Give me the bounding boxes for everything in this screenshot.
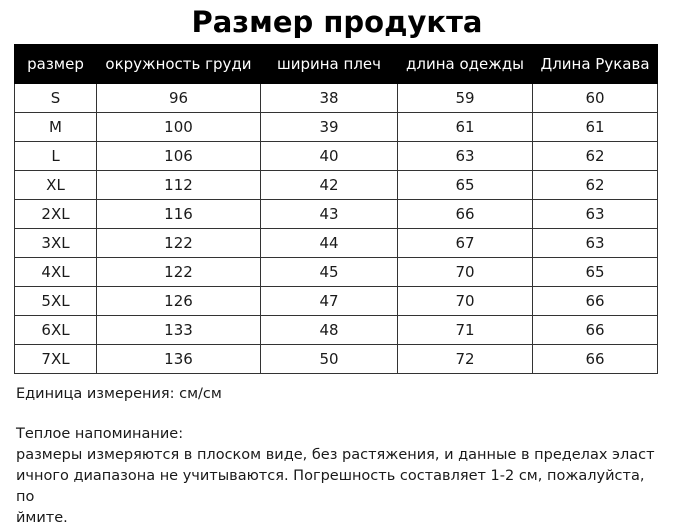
cell-chest: 122 [97, 258, 261, 287]
cell-size: S [15, 84, 97, 113]
table-row [15, 84, 658, 113]
cell-size: 6XL [15, 316, 97, 345]
cell-size: XL [15, 171, 97, 200]
table-row [15, 171, 658, 200]
cell-length: 61 [398, 113, 533, 142]
column-header-sleeve: Длина Рукава [533, 45, 658, 84]
cell-sleeve: 63 [533, 229, 658, 258]
reminder-title: Теплое напоминание: [16, 426, 184, 442]
cell-shoulder: 40 [261, 142, 398, 171]
table-row [15, 113, 658, 142]
column-header-length: длина одежды [398, 45, 533, 84]
cell-shoulder: 50 [261, 345, 398, 374]
cell-sleeve: 65 [533, 258, 658, 287]
cell-chest: 122 [97, 229, 261, 258]
cell-length: 71 [398, 316, 533, 345]
cell-shoulder: 48 [261, 316, 398, 345]
column-header-shoulder: ширина плеч [261, 45, 398, 84]
cell-chest: 116 [97, 200, 261, 229]
cell-chest: 126 [97, 287, 261, 316]
cell-sleeve: 60 [533, 84, 658, 113]
cell-chest: 133 [97, 316, 261, 345]
table-row [15, 316, 658, 345]
size-chart-table [14, 44, 658, 374]
cell-size: 2XL [15, 200, 97, 229]
table-row [15, 142, 658, 171]
cell-sleeve: 62 [533, 171, 658, 200]
cell-shoulder: 39 [261, 113, 398, 142]
cell-shoulder: 47 [261, 287, 398, 316]
cell-shoulder: 44 [261, 229, 398, 258]
cell-size: 7XL [15, 345, 97, 374]
table-row [15, 200, 658, 229]
cell-shoulder: 38 [261, 84, 398, 113]
page-title: Размер продукта [191, 5, 483, 39]
cell-sleeve: 61 [533, 113, 658, 142]
unit-note: Единица измерения: см/см [16, 386, 222, 402]
cell-length: 66 [398, 200, 533, 229]
cell-chest: 96 [97, 84, 261, 113]
notes-section [16, 384, 656, 529]
cell-length: 63 [398, 142, 533, 171]
cell-chest: 112 [97, 171, 261, 200]
cell-sleeve: 66 [533, 287, 658, 316]
cell-shoulder: 43 [261, 200, 398, 229]
cell-sleeve: 66 [533, 316, 658, 345]
cell-size: 5XL [15, 287, 97, 316]
cell-length: 59 [398, 84, 533, 113]
table-header-row [15, 45, 658, 84]
table-row [15, 287, 658, 316]
cell-sleeve: 63 [533, 200, 658, 229]
cell-size: 4XL [15, 258, 97, 287]
cell-shoulder: 45 [261, 258, 398, 287]
cell-chest: 136 [97, 345, 261, 374]
cell-chest: 106 [97, 142, 261, 171]
table-row [15, 258, 658, 287]
cell-size: L [15, 142, 97, 171]
table-row [15, 345, 658, 374]
cell-shoulder: 42 [261, 171, 398, 200]
cell-length: 72 [398, 345, 533, 374]
cell-length: 70 [398, 258, 533, 287]
cell-size: 3XL [15, 229, 97, 258]
column-header-chest: окружность груди [97, 45, 261, 84]
reminder-text: размеры измеряются в плоском виде, без растяжения, и данные в пределах эласт ичного диапазона не учитываются. Погрешность составляет 1-2 см, пожалуйста, по ймите. [16, 447, 655, 526]
cell-chest: 100 [97, 113, 261, 142]
cell-length: 65 [398, 171, 533, 200]
column-header-size: размер [15, 45, 97, 84]
cell-length: 70 [398, 287, 533, 316]
table-row [15, 229, 658, 258]
cell-sleeve: 62 [533, 142, 658, 171]
cell-size: M [15, 113, 97, 142]
cell-sleeve: 66 [533, 345, 658, 374]
cell-length: 67 [398, 229, 533, 258]
